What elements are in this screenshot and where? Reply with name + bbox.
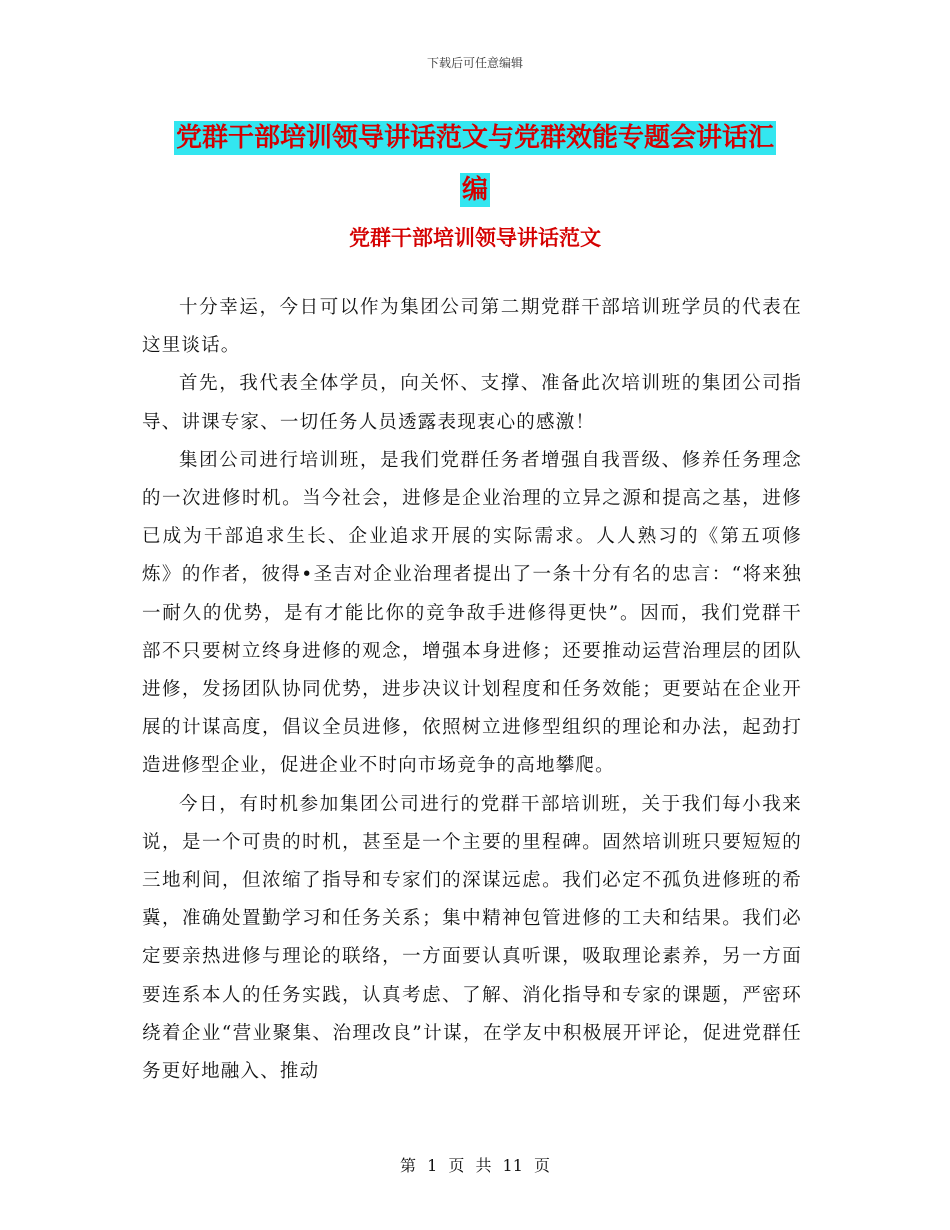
document-title-line-1: 党群干部培训领导讲话范文与党群效能专题会讲话汇 [175, 123, 774, 153]
paragraph-2: 首先，我代表全体学员，向关怀、支撑、准备此次培训班的集团公司指导、讲课专家、一切任务人员透露表现衷心的感激！ [142, 373, 802, 433]
document-title [140, 112, 810, 216]
section-title: 党群干部培训领导讲话范文 [349, 226, 601, 250]
paragraph-3: 集团公司进行培训班，是我们党群任务者增强自我晋级、修养任务理念的一次进修时机。当今社会，进修是企业治理的立异之源和提高之基，进修已成为干部追求生长、企业追求开展的实际需求。人人熟习的《第五项修炼》的作者，彼得•圣吉对企业治理者提出了一条十分有名的忠言：“将来独一耐久的优势，是有才能比你的竞争敌手进修得更快”。因而，我们党群干部不只要树立终身进修的观念，增强本身进修；还要推动运营治理层的团队进修，发扬团队协同优势，进步决议计划程度和任务效能；更要站在企业开展的计谋高度，倡议全员进修，依照树立进修型组织的理论和办法，起劲打造进修型企业，促进企业不时向市场竞争的高地攀爬。 [142, 449, 802, 777]
document-title-line-2: 编 [461, 175, 488, 205]
body-text [142, 289, 802, 1091]
header-note: 下载后可任意编辑 [426, 56, 523, 70]
paragraph-4: 今日，有时机参加集团公司进行的党群干部培训班，关于我们每小我来说，是一个可贵的时机，甚至是一个主要的里程碑。固然培训班只要短短的三地利间，但浓缩了指导和专家们的深谋远虑。我们必定不孤负进修班的希冀，准确处置勤学习和任务关系；集中精神包管进修的工夫和结果。我们必定要亲热进修与理论的联络，一方面要认真听课，吸取理论素养，另一方面要连系本人的任务实践，认真考虑、了解、消化指导和专家的课题，严密环绕着企业“营业聚集、治理改良”计谋，在学友中积极展开评论，促进党群任务更好地融入、推动 [142, 793, 802, 1083]
paragraph-1: 十分幸运，今日可以作为集团公司第二期党群干部培训班学员的代表在这里谈话。 [142, 297, 802, 357]
page-footer: 第 1 页 共 11 页 [400, 1156, 550, 1175]
